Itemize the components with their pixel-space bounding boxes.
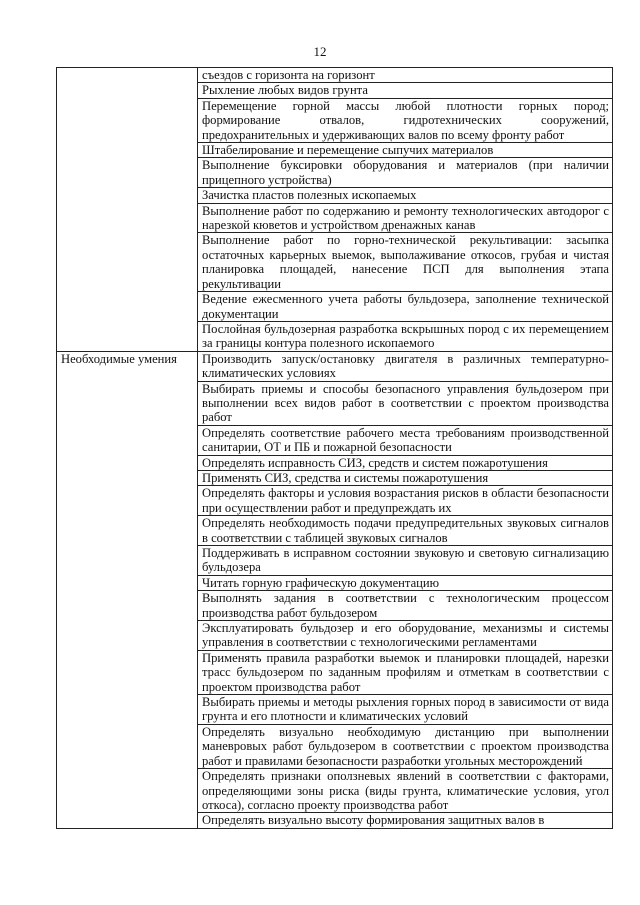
table-row (57, 68, 613, 83)
table-cell: Послойная бульдозерная разработка вскрышных пород с их перемещением за границы контура полезного ископаемого (198, 321, 613, 351)
table-cell: Эксплуатировать бульдозер и его оборудование, механизмы и системы управления в соответствии с технологическими регламентами (198, 621, 613, 651)
table-cell: Применять правила разработки выемок и планировки площадей, нарезки трасс бульдозером по заданным профилям и отметкам в соответствии с проектом производства работ (198, 650, 613, 694)
table-cell: Выбирать приемы и методы рыхления горных пород в зависимости от вида грунта и его плотности и климатических условий (198, 695, 613, 725)
table-cell: Выполнение буксировки оборудования и материалов (при наличии прицепного устройства) (198, 158, 613, 188)
table-cell: Ведение ежесменного учета работы бульдозера, заполнение технической документации (198, 292, 613, 322)
table-cell: Производить запуск/остановку двигателя в различных температурно-климатических условиях (198, 351, 613, 381)
table-cell: Выполнение работ по горно-технической рекультивации: засыпка остаточных карьерных выемок, выполаживание откосов, грубая и чистая планировка площадей, нанесение ПСП для выполнения этапа рекультивации (198, 233, 613, 292)
skills-group (57, 351, 613, 829)
table-row (57, 351, 613, 381)
first-group (57, 68, 613, 352)
table-cell: Определять исправность СИЗ, средств и систем пожаротушения (198, 455, 613, 470)
table-cell-truncated (198, 813, 613, 829)
table-cell: Поддерживать в исправном состоянии звуковую и световую сигнализацию бульдозера (198, 546, 613, 576)
page-number: 12 (313, 44, 327, 59)
table-cell: Определять необходимость подачи предупредительных звуковых сигналов в соответствии с таблицей звуковых сигналов (198, 516, 613, 546)
table-cell: Читать горную графическую документацию (198, 575, 613, 590)
table-cell: Перемещение горной массы любой плотности горных пород; формирование отвалов, гидротехнических сооружений, предохранительных и удерживающих валов по всему фронту работ (198, 98, 613, 142)
table-cell: съездов с горизонта на горизонт (198, 68, 613, 83)
table-cell: Применять СИЗ, средства и системы пожаротушения (198, 470, 613, 485)
table-cell: Выбирать приемы и способы безопасного управления бульдозером при выполнении всех видов работ в соответствии с проектом производства работ (198, 381, 613, 425)
table-cell: Выполнение работ по содержанию и ремонту технологических автодорог с нарезкой кюветов и устройством дренажных канав (198, 203, 613, 233)
table-cell: Штабелирование и перемещение сыпучих материалов (198, 143, 613, 158)
table-cell: Зачистка пластов полезных ископаемых (198, 188, 613, 203)
table-cell: Определять соответствие рабочего места требованиям производственной санитарии, ОТ и ПБ и пожарной безопасности (198, 425, 613, 455)
table-cell: Выполнять задания в соответствии с технологическим процессом производства работ бульдозером (198, 591, 613, 621)
group-label-cell (57, 68, 198, 352)
table-cell: Определять признаки оползневых явлений в соответствии с факторами, определяющими зоны риска (виды грунта, климатические условия, угол откоса), согласно проекту производства работ (198, 769, 613, 813)
table-cell: Определять факторы и условия возрастания рисков в области безопасности при осуществлении работ и предупреждать их (198, 486, 613, 516)
skills-label: Необходимые умения (57, 351, 198, 829)
table-cell: Определять визуально необходимую дистанцию при выполнении маневровых работ бульдозером в соответствии с проектом производства работ и правилами безопасности разработки угольных месторождений (198, 724, 613, 768)
table-cell: Рыхление любых видов грунта (198, 83, 613, 98)
requirements-table (56, 67, 613, 829)
truncated-text: Определять визуально высоту формирования защитных валов в (202, 813, 545, 828)
